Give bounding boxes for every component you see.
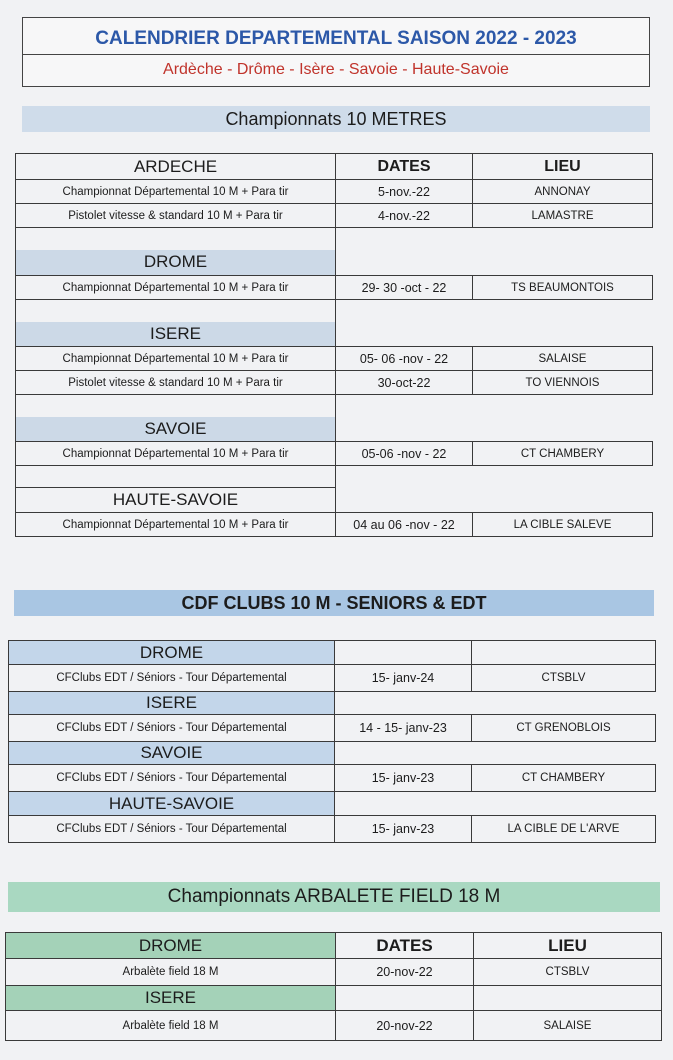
spacer-row xyxy=(16,466,653,488)
table-header-row xyxy=(16,154,653,180)
lieu-cell: TO VIENNOIS xyxy=(473,371,653,395)
date-cell: 4-nov.-22 xyxy=(336,204,473,228)
table-header-row xyxy=(6,933,662,959)
column-header-lieu: LIEU xyxy=(474,933,662,959)
spacer-row xyxy=(16,300,653,322)
event-cell: Pistolet vitesse & standard 10 M + Para tir xyxy=(16,371,336,395)
event-cell: Championnat Départemental 10 M + Para tir xyxy=(16,180,336,204)
table-row xyxy=(9,715,656,742)
region-header-drome: DROME xyxy=(16,250,336,276)
region-header-isere: ISERE xyxy=(6,986,336,1011)
column-header-lieu: LIEU xyxy=(473,154,653,180)
region-header-drome: DROME xyxy=(6,933,336,959)
event-cell: Championnat Départemental 10 M + Para tir xyxy=(16,513,336,537)
page-title: CALENDRIER DEPARTEMENTAL SAISON 2022 - 2023 xyxy=(23,24,649,55)
section-banner-cdf-clubs: CDF CLUBS 10 M - SENIORS & EDT xyxy=(14,590,654,616)
table-row xyxy=(16,371,653,395)
table-row xyxy=(6,959,662,986)
event-cell: CFClubs EDT / Séniors - Tour Départemental xyxy=(9,816,335,843)
event-cell: Championnat Départemental 10 M + Para tir xyxy=(16,276,336,300)
date-cell: 15- janv-24 xyxy=(335,665,472,692)
date-cell: 05- 06 -nov - 22 xyxy=(336,347,473,371)
region-header-drome: DROME xyxy=(9,641,335,665)
lieu-cell: CTSBLV xyxy=(472,665,656,692)
date-cell: 29- 30 -oct - 22 xyxy=(336,276,473,300)
spacer-row xyxy=(16,395,653,417)
lieu-cell: LA CIBLE SALEVE xyxy=(473,513,653,537)
page-subtitle: Ardèche - Drôme - Isère - Savoie - Haute-Savoie xyxy=(163,61,509,78)
section-banner-arbalete: Championnats ARBALETE FIELD 18 M xyxy=(8,882,660,912)
lieu-cell: TS BEAUMONTOIS xyxy=(473,276,653,300)
event-cell: Arbalète field 18 M xyxy=(6,1011,336,1041)
table-row xyxy=(16,347,653,371)
region-header-savoie: SAVOIE xyxy=(9,742,335,765)
column-header-dates: DATES xyxy=(336,933,474,959)
region-row xyxy=(9,742,656,765)
table-row xyxy=(16,180,653,204)
event-cell: CFClubs EDT / Séniors - Tour Départemental xyxy=(9,715,335,742)
table-row xyxy=(9,665,656,692)
column-header-dates: DATES xyxy=(336,154,473,180)
lieu-cell: SALAISE xyxy=(474,1011,662,1041)
lieu-cell: SALAISE xyxy=(473,347,653,371)
event-cell: CFClubs EDT / Séniors - Tour Départemental xyxy=(9,765,335,792)
date-cell: 5-nov.-22 xyxy=(336,180,473,204)
region-header-savoie: SAVOIE xyxy=(16,417,336,442)
table-row xyxy=(16,442,653,466)
lieu-cell: CT GRENOBLOIS xyxy=(472,715,656,742)
lieu-cell: CT CHAMBERY xyxy=(472,765,656,792)
date-cell: 05-06 -nov - 22 xyxy=(336,442,473,466)
title-box xyxy=(22,17,650,87)
date-cell: 15- janv-23 xyxy=(335,765,472,792)
region-row xyxy=(16,250,653,276)
date-cell: 20-nov-22 xyxy=(336,1011,474,1041)
region-header-haute-savoie: HAUTE-SAVOIE xyxy=(9,792,335,816)
event-cell: Championnat Départemental 10 M + Para tir xyxy=(16,442,336,466)
lieu-cell: CTSBLV xyxy=(474,959,662,986)
region-row xyxy=(9,641,656,665)
table-row xyxy=(16,513,653,537)
region-header-ardeche: ARDECHE xyxy=(16,154,336,180)
event-cell: CFClubs EDT / Séniors - Tour Départemental xyxy=(9,665,335,692)
region-row xyxy=(16,417,653,442)
section-banner-10m: Championnats 10 METRES xyxy=(22,106,650,132)
lieu-cell: ANNONAY xyxy=(473,180,653,204)
region-row xyxy=(6,986,662,1011)
table-row xyxy=(6,1011,662,1041)
date-cell: 30-oct-22 xyxy=(336,371,473,395)
table-row xyxy=(16,204,653,228)
event-cell: Pistolet vitesse & standard 10 M + Para tir xyxy=(16,204,336,228)
lieu-cell: LA CIBLE DE L'ARVE xyxy=(472,816,656,843)
region-row xyxy=(9,692,656,715)
lieu-cell: CT CHAMBERY xyxy=(473,442,653,466)
region-row xyxy=(16,322,653,347)
region-header-isere: ISERE xyxy=(9,692,335,715)
region-row xyxy=(9,792,656,816)
table-row xyxy=(9,816,656,843)
lieu-cell: LAMASTRE xyxy=(473,204,653,228)
region-header-haute-savoie: HAUTE-SAVOIE xyxy=(16,488,336,513)
region-row xyxy=(16,488,653,513)
table-cdf-clubs xyxy=(8,640,656,843)
event-cell: Arbalète field 18 M xyxy=(6,959,336,986)
table-arbalete xyxy=(5,932,662,1041)
date-cell: 04 au 06 -nov - 22 xyxy=(336,513,473,537)
table-row xyxy=(16,276,653,300)
table-row xyxy=(9,765,656,792)
region-header-isere: ISERE xyxy=(16,322,336,347)
date-cell: 14 - 15- janv-23 xyxy=(335,715,472,742)
spacer-row xyxy=(16,228,653,250)
table-10m xyxy=(15,153,653,537)
date-cell: 20-nov-22 xyxy=(336,959,474,986)
event-cell: Championnat Départemental 10 M + Para tir xyxy=(16,347,336,371)
date-cell: 15- janv-23 xyxy=(335,816,472,843)
